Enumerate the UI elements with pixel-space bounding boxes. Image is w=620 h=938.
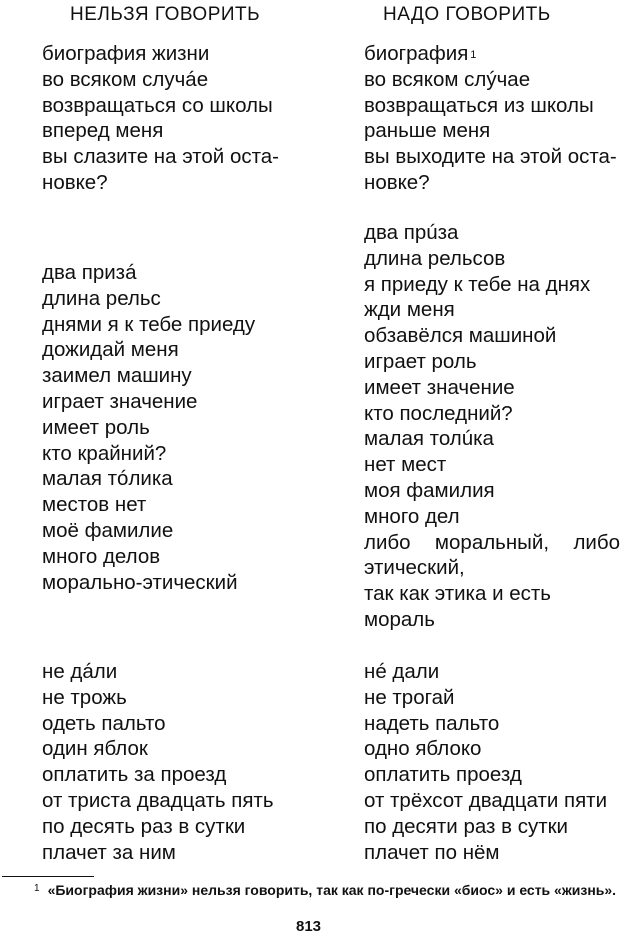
correct-column-group-2 <box>364 220 620 633</box>
correct-phrase: во всяком слýчае <box>364 67 531 91</box>
wrong-phrase: играет значение <box>42 389 198 413</box>
correct-phrase: от трёхсот двадцати пяти <box>364 788 608 812</box>
correct-phrase: играет роль <box>364 349 477 373</box>
word: либо <box>573 530 620 554</box>
correct-column-group-1 <box>364 41 620 196</box>
word: моральный, <box>434 530 550 554</box>
wrong-phrase: малая тóлика <box>42 467 173 491</box>
correct-phrase: надеть пальто <box>364 711 500 735</box>
correct-phrase: нé дали <box>364 660 440 683</box>
wrong-phrase: возвращаться со школы <box>42 93 273 117</box>
correct-phrase: одно яблоко <box>364 737 482 761</box>
correct-phrase: возвращаться из школы <box>364 93 594 117</box>
wrong-phrase: плачет за ним <box>42 840 176 864</box>
wrong-phrase: во всяком случáе <box>42 67 209 91</box>
wrong-column-group-1 <box>42 41 304 196</box>
header-correct: НАДО ГОВОРИТЬ <box>383 4 551 25</box>
word: либо <box>364 530 411 554</box>
wrong-phrase: моё фамилие <box>42 518 174 542</box>
wrong-phrase: новке? <box>42 170 108 194</box>
wrong-phrase: биография жизни <box>42 42 210 65</box>
correct-phrase: новке? <box>364 170 430 194</box>
wrong-phrase: по десять раз в сутки <box>42 814 246 838</box>
correct-phrase: мораль <box>364 607 435 631</box>
correct-phrase: длина рельсов <box>364 246 506 270</box>
wrong-phrase: вперед меня <box>42 119 164 143</box>
correct-phrase: я приеду к тебе на днях <box>364 272 591 296</box>
correct-phrase: жди меня <box>364 298 455 322</box>
wrong-phrase: длина рельс <box>42 286 161 310</box>
wrong-phrase: кто крайний? <box>42 441 167 465</box>
wrong-phrase: морально-этический <box>42 570 238 594</box>
correct-phrase: обзавёлся машиной <box>364 324 557 348</box>
page-number: 813 <box>296 918 322 935</box>
wrong-phrase: заимел машину <box>42 364 192 388</box>
wrong-phrase: много делов <box>42 544 161 568</box>
correct-phrase: моя фамилия <box>364 478 495 502</box>
correct-phrase <box>364 41 620 67</box>
correct-column-group-3 <box>364 659 620 865</box>
wrong-phrase: два призá <box>42 261 137 284</box>
correct-phrase <box>364 530 620 556</box>
footnote-number: 1 <box>34 883 40 894</box>
correct-phrase: имеет значение <box>364 375 515 399</box>
wrong-phrase: вы слазите на этой оста- <box>42 145 279 169</box>
wrong-phrase: не дáли <box>42 660 118 683</box>
correct-phrase: малая толúка <box>364 427 494 451</box>
correct-phrase: оплатить проезд <box>364 763 522 787</box>
wrong-column-group-3 <box>42 659 304 865</box>
wrong-phrase: местов нет <box>42 493 147 517</box>
wrong-phrase: имеет роль <box>42 415 150 439</box>
correct-phrase: не трогай <box>364 685 455 709</box>
wrong-phrase: не трожь <box>42 685 127 709</box>
wrong-phrase: одеть пальто <box>42 711 166 735</box>
footnote-mark: 1 <box>470 49 477 61</box>
wrong-column-group-2 <box>42 260 304 595</box>
correct-phrase: раньше меня <box>364 119 491 143</box>
footnote <box>2 879 618 901</box>
correct-phrase-text: биография <box>364 42 469 65</box>
wrong-phrase: днями я к тебе приеду <box>42 312 256 336</box>
correct-phrase: два прúза <box>364 221 459 244</box>
footnote-text: «Биография жизни» нельзя говорить, так как по-гречески «биос» и есть «жизнь». <box>47 882 617 898</box>
header-wrong: НЕЛЬЗЯ ГОВОРИТЬ <box>70 4 261 25</box>
wrong-phrase: оплатить за проезд <box>42 763 227 787</box>
wrong-phrase: дожидай меня <box>42 338 179 362</box>
wrong-phrase: один яблок <box>42 737 148 761</box>
correct-phrase: по десяти раз в сутки <box>364 814 569 838</box>
wrong-phrase: от триста двадцать пять <box>42 788 274 812</box>
correct-phrase: вы выходите на этой оста- <box>364 145 617 169</box>
correct-phrase: кто последний? <box>364 401 513 425</box>
correct-phrase: плачет по нём <box>364 840 500 864</box>
correct-phrase: так как этика и есть <box>364 582 551 606</box>
correct-phrase: нет мест <box>364 453 447 477</box>
footnote-divider <box>2 876 94 877</box>
correct-phrase: много дел <box>364 504 460 528</box>
correct-phrase: этический, <box>364 556 465 580</box>
